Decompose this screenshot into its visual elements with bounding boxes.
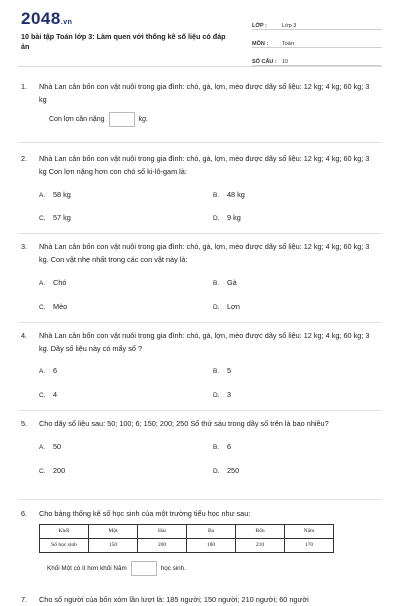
meta-value: Toán	[282, 41, 294, 47]
fill-suffix: kg.	[138, 116, 148, 123]
option-c[interactable]	[39, 388, 57, 402]
question-2	[21, 152, 379, 228]
question-separator	[18, 410, 382, 411]
logo-suffix: .vn	[60, 19, 73, 26]
fill-prefix: Khối Một có ít hơn khối Năm	[47, 565, 127, 572]
meta-value: Lớp 3	[282, 23, 297, 29]
option-b[interactable]	[213, 440, 231, 454]
answer-input[interactable]	[109, 112, 135, 127]
question-text: Cho dãy số liệu sau: 50; 100; 6; 150; 200; 250 Số thứ sáu trong dãy số trên là bao nhiêu?	[39, 419, 329, 428]
table-cell: 150	[89, 539, 138, 553]
option-a[interactable]	[39, 364, 57, 378]
stats-table	[39, 524, 334, 553]
fill-prefix: Con lợn cân nặng	[49, 116, 105, 123]
fill-row	[49, 112, 379, 127]
options	[39, 355, 379, 405]
option-text: 6	[227, 442, 232, 451]
option-text: Gà	[227, 278, 237, 287]
meta-row-class	[252, 14, 382, 30]
question-3	[21, 240, 379, 316]
option-text: 58 kg	[53, 190, 71, 199]
option-text: 3	[227, 390, 232, 399]
option-text: 4	[53, 390, 58, 399]
question-4	[21, 329, 379, 405]
fill-row	[47, 561, 379, 576]
option-letter: A.	[39, 280, 46, 287]
table-header-cell: Khối	[40, 525, 89, 539]
option-letter: C.	[39, 392, 46, 399]
table-header-cell: Ba	[187, 525, 236, 539]
option-letter: B.	[213, 192, 220, 199]
option-b[interactable]	[213, 188, 245, 202]
option-text: 250	[227, 466, 240, 475]
table-cell: 200	[138, 539, 187, 553]
option-text: 50	[53, 442, 62, 451]
question-text: Nhà Lan cân bốn con vật nuôi trong gia đình: chó, gà, lợn, mèo được dãy số liệu: 12 kg; 4 kg; 60 kg; 3 kg Con lợn nặng hơn con chó số ki-lô-gam là:	[39, 154, 370, 176]
meta-info	[252, 14, 382, 68]
option-letter: B.	[213, 444, 220, 451]
option-c[interactable]	[39, 300, 67, 314]
meta-label: MÔN :	[252, 41, 269, 47]
question-text: Cho bảng thống kê số học sinh của một trường tiểu học như sau:	[39, 509, 251, 518]
header-divider	[18, 66, 382, 67]
logo[interactable]	[21, 9, 72, 29]
question-separator	[18, 233, 382, 234]
option-a[interactable]	[39, 276, 66, 290]
question-separator	[18, 142, 382, 143]
option-letter: C.	[39, 215, 46, 222]
question-number: 6.	[21, 509, 28, 518]
option-letter: D.	[213, 468, 220, 475]
option-text: 57 kg	[53, 213, 71, 222]
table-header-row	[40, 525, 334, 539]
table-row	[40, 539, 334, 553]
option-letter: B.	[213, 368, 220, 375]
option-text: Chó	[53, 278, 67, 287]
meta-label: SỐ CÂU :	[252, 59, 277, 65]
question-text: Cho số người của bốn xóm lần lượt là: 185 người; 150 người; 210 người; 60 người	[39, 595, 309, 604]
question-number: 3.	[21, 242, 28, 251]
question-number: 4.	[21, 331, 28, 340]
option-c[interactable]	[39, 464, 65, 478]
options	[39, 430, 379, 480]
option-c[interactable]	[39, 211, 71, 225]
question-5	[21, 417, 379, 480]
header	[0, 0, 400, 65]
meta-row-subject	[252, 32, 382, 48]
question-number: 2.	[21, 154, 28, 163]
option-text: 6	[53, 366, 58, 375]
meta-label: LỚP :	[252, 23, 267, 29]
option-d[interactable]	[213, 388, 231, 402]
option-letter: C.	[39, 468, 46, 475]
meta-value: 10	[282, 59, 289, 65]
table-cell: 170	[285, 539, 334, 553]
table-header-cell: Một	[89, 525, 138, 539]
options	[39, 266, 379, 316]
option-d[interactable]	[213, 300, 240, 314]
logo-main: 2048	[21, 9, 61, 28]
option-text: 9 kg	[227, 213, 241, 222]
question-separator	[18, 499, 382, 500]
options	[39, 178, 379, 228]
option-letter: C.	[39, 304, 46, 311]
option-text: Mèo	[53, 302, 68, 311]
table-cell: 180	[187, 539, 236, 553]
option-letter: A.	[39, 444, 46, 451]
question-text: Nhà Lan cân bốn con vật nuôi trong gia đình: chó, gà, lợn, mèo được dãy số liệu: 12 kg; 4 kg; 60 kg; 3 kg. Con vật nhẹ nhất trong các con vật này là:	[39, 242, 370, 264]
option-d[interactable]	[213, 464, 239, 478]
option-letter: D.	[213, 304, 220, 311]
option-a[interactable]	[39, 188, 71, 202]
option-a[interactable]	[39, 440, 61, 454]
question-text: Nhà Lan cân bốn con vật nuôi trong gia đình: chó, gà, lợn, mèo được dãy số liệu: 12 kg; 4 kg; 60 kg; 3 kg. Dãy số liệu này có mấy số ?	[39, 331, 370, 353]
option-letter: A.	[39, 192, 46, 199]
option-text: Lợn	[227, 302, 240, 311]
option-b[interactable]	[213, 364, 231, 378]
option-letter: A.	[39, 368, 46, 375]
option-text: 200	[53, 466, 66, 475]
answer-input[interactable]	[131, 561, 157, 576]
page-title: 10 bài tập Toán lớp 3: Làm quen với thống kê số liệu có đáp án	[21, 32, 226, 51]
question-number: 5.	[21, 419, 28, 428]
option-letter: D.	[213, 392, 220, 399]
option-b[interactable]	[213, 276, 237, 290]
question-number: 1.	[21, 82, 28, 91]
fill-suffix: học sinh.	[160, 565, 186, 572]
table-header-cell: Năm	[285, 525, 334, 539]
table-cell: Số học sinh	[40, 539, 89, 553]
question-text: Nhà Lan cân bốn con vật nuôi trong gia đình: chó, gà, lợn, mèo được dãy số liệu: 12 kg; 4 kg; 60 kg; 3 kg	[39, 82, 370, 104]
option-text: 48 kg	[227, 190, 245, 199]
question-separator	[18, 322, 382, 323]
meta-row-count	[252, 50, 382, 66]
question-6	[21, 507, 379, 576]
option-letter: D.	[213, 215, 220, 222]
question-1	[21, 80, 379, 127]
option-text: 5	[227, 366, 232, 375]
option-letter: B.	[213, 280, 220, 287]
table-header-cell: Bốn	[236, 525, 285, 539]
table-cell: 210	[236, 539, 285, 553]
question-number: 7.	[21, 595, 28, 604]
option-d[interactable]	[213, 211, 241, 225]
table-header-cell: Hai	[138, 525, 187, 539]
